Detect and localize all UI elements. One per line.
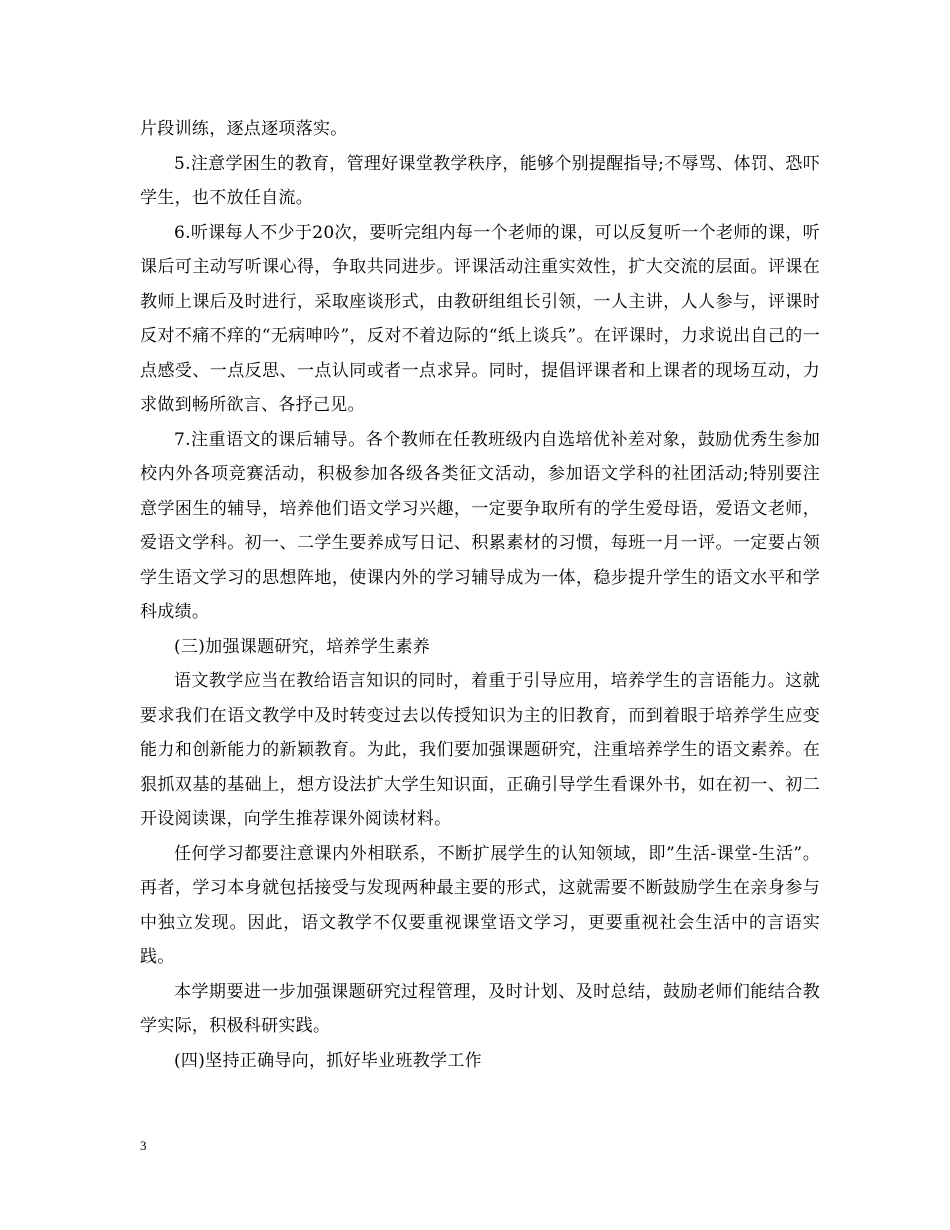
- paragraph-continuation: 片段训练，逐点逐项落实。: [140, 119, 348, 139]
- paragraph-research-management: 本学期要进一步加强课题研究过程管理，及时计划、及时总结，鼓励老师们能结合教学实际，积极科研实践。: [140, 981, 820, 1036]
- paragraph-item-6: 6.听课每人不少于20次，要听完组内每一个老师的课，可以反复听一个老师的课，听课后可主动写听课心得，争取共同进步。评课活动注重实效性，扩大交流的层面。评课在教师上课后及时进行，采取座谈形式，由教研组组长引领，一人主讲，人人参与，评课时反对不痛不痒的“无病呻吟”，反对不着边际的“纸上谈兵”。在评课时，力求说出自己的一点感受、一点反思、一点认同或者一点求异。同时，提倡评课者和上课者的现场互动，力求做到畅所欲言、各抒己见。: [140, 222, 820, 415]
- paragraph-item-7: 7.注重语文的课后辅导。各个教师在任教班级内自选培优补差对象，鼓励优秀生参加校内外各项竞赛活动，积极参加各级各类征文活动，参加语文学科的社团活动;特别要注意学困生的辅导，培养他们语文学习兴趣，一定要争取所有的学生爱母语，爱语文老师，爱语文学科。初一、二学生要养成写日记、积累素材的习惯，每班一月一评。一定要占领学生语文学习的思想阵地，使课内外的学习辅导成为一体，稳步提升学生的语文水平和学科成绩。: [140, 429, 820, 622]
- document-body: [140, 112, 820, 1078]
- page-number: 3: [140, 1138, 147, 1153]
- paragraph-learning-connection: 任何学习都要注意课内外相联系，不断扩展学生的认知领域，即”生活-课堂-生活”。再者，学习本身就包括接受与发现两种最主要的形式，这就需要不断鼓励学生在亲身参与中独立发现。因此，语文教学不仅要重视课堂语文学习，更要重视社会生活中的言语实践。: [140, 843, 820, 967]
- paragraph-item-5: 5.注意学困生的教育，管理好课堂教学秩序，能够个别提醒指导;不辱骂、体罚、恐吓学生，也不放任自流。: [140, 153, 820, 208]
- section-heading-3: (三)加强课题研究，培养学生素养: [174, 636, 431, 657]
- section-heading-4: (四)坚持正确导向，抓好毕业班教学工作: [174, 1050, 482, 1071]
- paragraph-language-teaching: 语文教学应当在教给语言知识的同时，着重于引导应用，培养学生的言语能力。这就要求我们在语文教学中及时转变过去以传授知识为主的旧教育，而到着眼于培养学生应变能力和创新能力的新颖教育。为此，我们要加强课题研究，注重培养学生的语文素养。在狠抓双基的基础上，想方设法扩大学生知识面，正确引导学生看课外书，如在初一、初二开设阅读课，向学生推荐课外阅读材料。: [140, 671, 820, 829]
